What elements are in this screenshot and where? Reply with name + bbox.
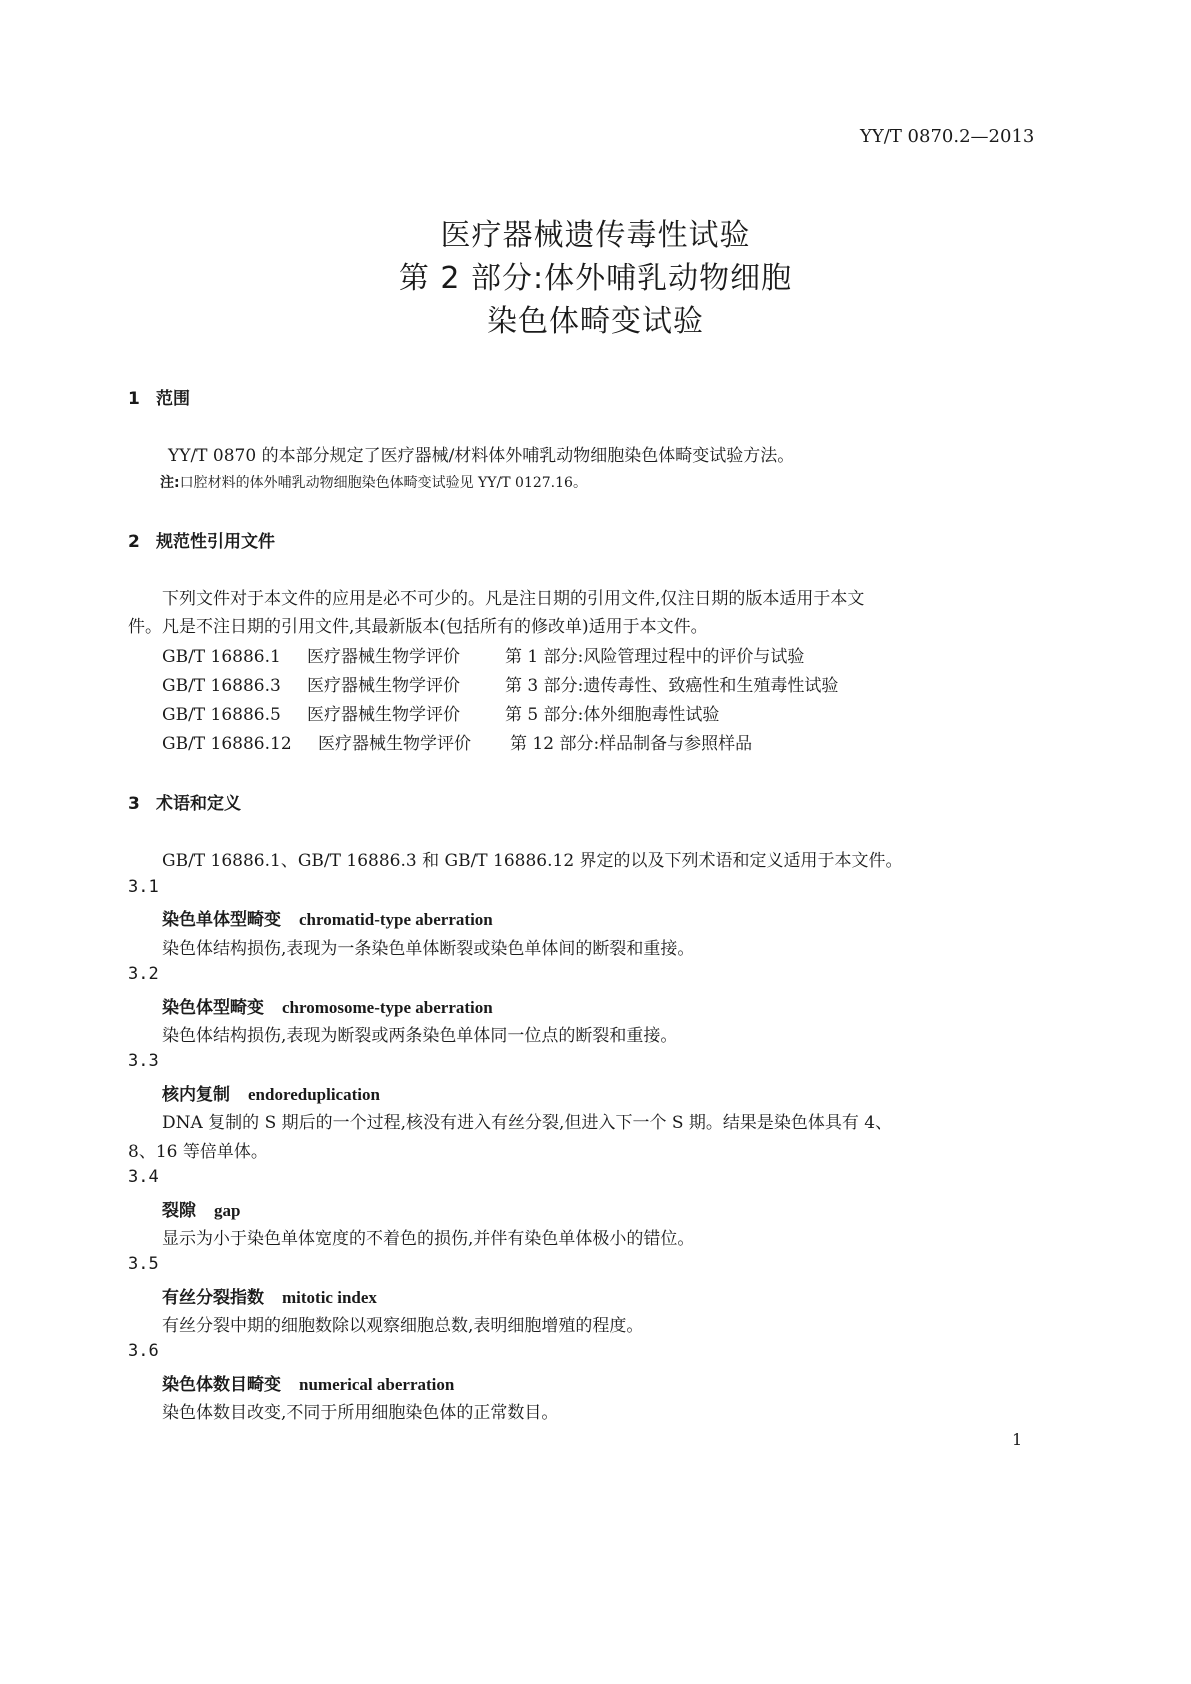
reference-item [162, 642, 804, 667]
section-2-paragraph-line-1: 下列文件对于本文件的应用是必不可少的。凡是注日期的引用文件,仅注日期的版本适用于本文 [162, 589, 865, 609]
reference-title: 医疗器械生物学评价 [307, 647, 460, 667]
reference-part: 第 1 部分:风险管理过程中的评价与试验 [505, 647, 805, 667]
section-1-note [160, 472, 587, 492]
section-1-paragraph: YY/T 0870 的本部分规定了医疗器械/材料体外哺乳动物细胞染色体畸变试验方法。 [168, 446, 795, 466]
section-number: 2 [128, 532, 140, 552]
standard-number: YY/T 0870.2—2013 [860, 126, 1035, 147]
term-definition: 显示为小于染色单体宽度的不着色的损伤,并伴有染色单体极小的错位。 [162, 1229, 695, 1249]
term-number: 3.4 [128, 1167, 159, 1187]
reference-item [162, 729, 752, 754]
term-english: mitotic index [282, 1288, 377, 1307]
term-definition: 染色体结构损伤,表现为一条染色单体断裂或染色单体间的断裂和重接。 [162, 939, 695, 959]
term-chinese: 核内复制 [162, 1085, 230, 1105]
term-heading [162, 1080, 380, 1105]
term-chinese: 裂隙 [162, 1201, 196, 1221]
section-number: 1 [128, 389, 140, 409]
title-line-3: 染色体畸变试验 [487, 304, 704, 339]
term-heading [162, 1283, 377, 1308]
term-definition: DNA 复制的 S 期后的一个过程,核没有进入有丝分裂,但进入下一个 S 期。结果是染色体具有 4、 [162, 1113, 893, 1133]
section-2-heading [128, 527, 275, 552]
reference-title: 医疗器械生物学评价 [318, 734, 471, 754]
term-english: chromosome-type aberration [282, 998, 493, 1017]
term-number: 3.6 [128, 1341, 159, 1361]
note-text: 口腔材料的体外哺乳动物细胞染色体畸变试验见 YY/T 0127.16。 [179, 475, 587, 491]
term-number: 3.1 [128, 877, 159, 897]
reference-item [162, 700, 719, 725]
term-heading [162, 905, 493, 930]
section-1-heading [128, 384, 190, 409]
term-english: endoreduplication [248, 1085, 380, 1104]
term-english: gap [214, 1201, 241, 1220]
reference-item [162, 671, 838, 696]
section-title: 术语和定义 [156, 794, 241, 814]
reference-part: 第 12 部分:样品制备与参照样品 [510, 734, 753, 754]
term-english: numerical aberration [299, 1375, 455, 1394]
section-3-intro: GB/T 16886.1、GB/T 16886.3 和 GB/T 16886.12 界定的以及下列术语和定义适用于本文件。 [162, 851, 903, 871]
reference-part: 第 3 部分:遗传毒性、致癌性和生殖毒性试验 [505, 676, 839, 696]
term-chinese: 染色体型畸变 [162, 998, 264, 1018]
term-number: 3.5 [128, 1254, 159, 1274]
term-chinese: 染色单体型畸变 [162, 910, 281, 930]
term-definition-continued: 8、16 等倍单体。 [128, 1142, 268, 1162]
term-definition: 有丝分裂中期的细胞数除以观察细胞总数,表明细胞增殖的程度。 [162, 1316, 644, 1336]
title-line-1: 医疗器械遗传毒性试验 [440, 218, 751, 253]
reference-title: 医疗器械生物学评价 [307, 705, 460, 725]
term-heading [162, 993, 493, 1018]
note-label: 注: [160, 475, 180, 491]
reference-code: GB/T 16886.12 [162, 734, 292, 754]
term-definition: 染色体数目改变,不同于所用细胞染色体的正常数目。 [162, 1403, 559, 1423]
section-title: 规范性引用文件 [156, 532, 275, 552]
reference-part: 第 5 部分:体外细胞毒性试验 [505, 705, 720, 725]
term-number: 3.2 [128, 964, 159, 984]
term-number: 3.3 [128, 1051, 159, 1071]
term-chinese: 有丝分裂指数 [162, 1288, 264, 1308]
term-heading [162, 1370, 454, 1395]
reference-title: 医疗器械生物学评价 [307, 676, 460, 696]
reference-code: GB/T 16886.5 [162, 705, 281, 725]
term-heading [162, 1196, 240, 1221]
section-2-paragraph-line-2: 件。凡是不注日期的引用文件,其最新版本(包括所有的修改单)适用于本文件。 [128, 617, 708, 637]
section-title: 范围 [156, 389, 190, 409]
term-definition: 染色体结构损伤,表现为断裂或两条染色单体同一位点的断裂和重接。 [162, 1026, 678, 1046]
term-english: chromatid-type aberration [299, 910, 493, 929]
reference-code: GB/T 16886.1 [162, 647, 281, 667]
section-3-heading [128, 789, 241, 814]
section-number: 3 [128, 794, 140, 814]
reference-code: GB/T 16886.3 [162, 676, 281, 696]
title-line-2: 第 2 部分:体外哺乳动物细胞 [398, 261, 793, 296]
term-chinese: 染色体数目畸变 [162, 1375, 281, 1395]
page-number: 1 [1012, 1430, 1023, 1449]
